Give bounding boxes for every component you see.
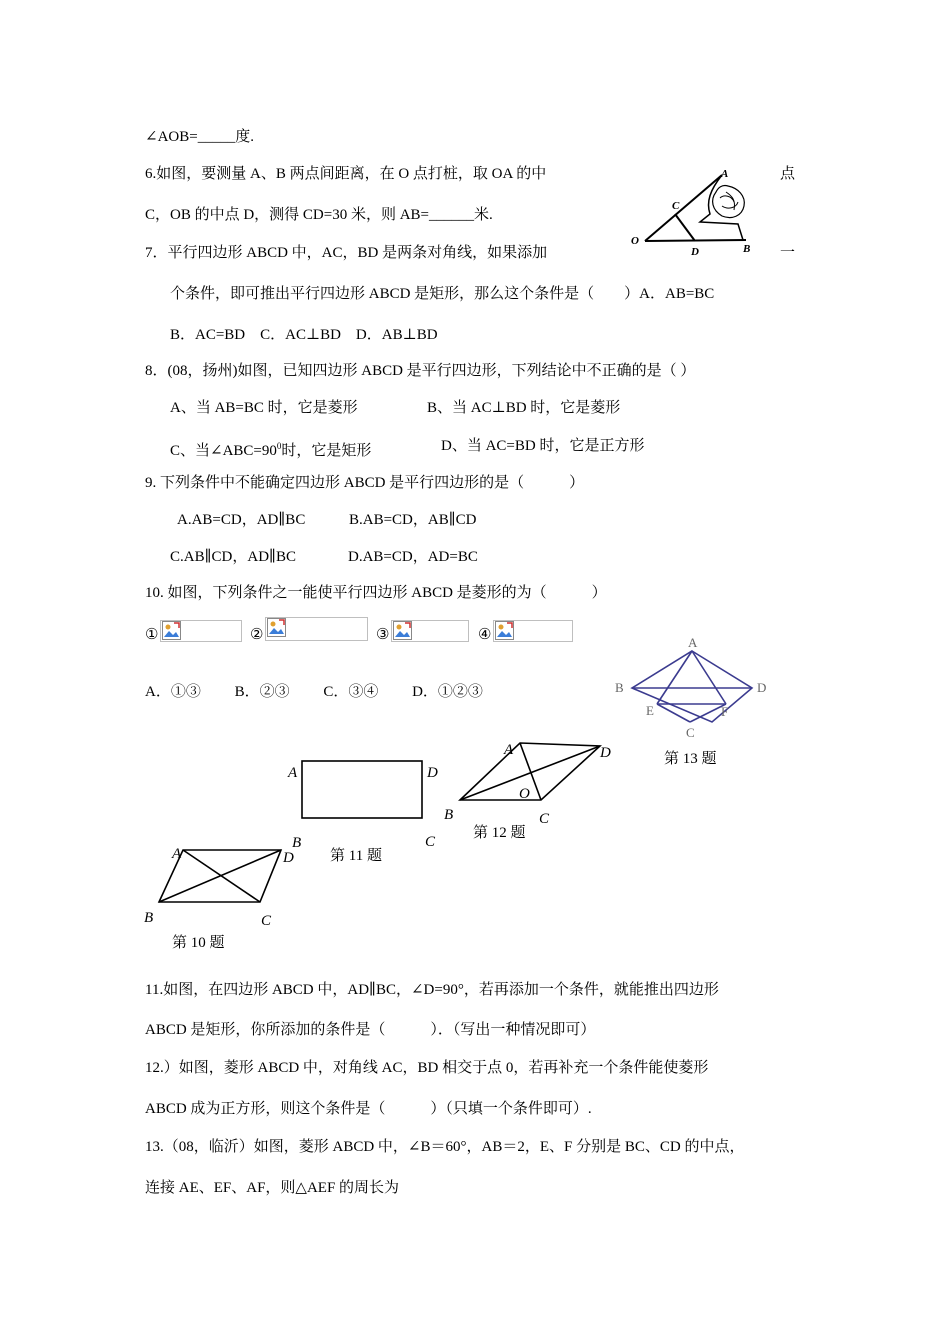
q10-choices: A．①③ B．②③ C．③④ D．①②③ — [145, 684, 483, 700]
fig11-label-D: D — [427, 765, 438, 781]
q10-marker-4: ④ — [478, 627, 492, 643]
fig11-label-B: B — [292, 835, 302, 851]
fig13-diagram — [610, 634, 775, 744]
fig11-caption: 第 11 题 — [330, 848, 382, 864]
q10-marker-2: ② — [250, 627, 264, 643]
q12-line1: 12.）如图，菱形 ABCD 中，对角线 AC，BD 相交于点 0，若再补充一个条件能使菱形 — [145, 1060, 709, 1076]
q12-line2: ABCD 成为正方形，则这个条件是（ ）（只填一个条件即可）. — [145, 1101, 592, 1117]
q6-label-C: C — [672, 200, 680, 212]
q6-label-O: O — [631, 235, 639, 247]
fig10-label-B: B — [144, 910, 154, 926]
broken-image-icon — [162, 621, 181, 640]
fig12-diagram — [440, 738, 620, 830]
fig13-label-F: F — [721, 704, 729, 719]
broken-image-icon — [267, 618, 286, 637]
fig11-label-C: C — [425, 834, 436, 850]
q8-stem: 8．(08，扬州)如图，已知四边形 ABCD 是平行四边形，下列结论中不正确的是（ ） — [145, 363, 696, 379]
q9-stem: 9. 下列条件中不能确定四边形 ABCD 是平行四边形的是（ ） — [145, 475, 585, 491]
fig12-label-C: C — [539, 811, 550, 827]
q6-figure — [628, 166, 758, 258]
q11-line2: ABCD 是矩形，你所添加的条件是（ ）．（写出一种情况即可） — [145, 1022, 596, 1038]
fig10-caption: 第 10 题 — [172, 935, 225, 951]
q10-condition-image-3 — [391, 620, 469, 642]
q9-option-a: A.AB=CD，AD∥BC — [177, 512, 306, 528]
fig12-label-B: B — [444, 807, 454, 823]
fig12-label-D: D — [600, 745, 611, 761]
fig10-label-D: D — [283, 850, 294, 866]
q10-marker-1: ① — [145, 627, 159, 643]
fig13-label-E: E — [646, 703, 654, 718]
fig13-caption: 第 13 题 — [664, 751, 717, 767]
q6-line1-end: 点 — [780, 166, 796, 182]
broken-image-icon — [495, 621, 514, 640]
fig10-label-C: C — [261, 913, 272, 929]
fig12-label-O: O — [519, 786, 530, 802]
q13-line2: 连接 AE、EF、AF，则△AEF 的周长为 — [145, 1180, 400, 1196]
fig11-diagram — [284, 756, 444, 852]
fig13-label-D: D — [757, 680, 767, 695]
q8-option-c-post: 时，它是矩形 — [281, 443, 372, 459]
q10-condition-image-2 — [265, 617, 368, 641]
q11-line1: 11.如图，在四边形 ABCD 中，AD∥BC，∠D=90°，若再添加一个条件，就能推出四边形 — [145, 982, 719, 998]
q8-option-a: A、当 AB=BC 时，它是菱形 — [170, 400, 358, 416]
fig12-label-A: A — [504, 742, 514, 758]
broken-image-icon — [393, 621, 412, 640]
q6-label-A: A — [721, 168, 729, 180]
q6-line2: C，OB 的中点 D，测得 CD=30 米，则 AB=______米. — [145, 207, 493, 223]
q6-label-D: D — [691, 246, 699, 258]
q5-tail: ∠AOB=_____度. — [145, 129, 254, 145]
fig11-label-A: A — [288, 765, 298, 781]
fig13-label-C: C — [686, 725, 695, 740]
q10-marker-3: ③ — [376, 627, 390, 643]
fig10-diagram — [140, 842, 310, 932]
q7-line1: 7．平行四边形 ABCD 中，AC，BD 是两条对角线，如果添加 — [145, 245, 548, 261]
q8-option-d: D、当 AC=BD 时，它是正方形 — [441, 438, 645, 454]
q6-line1: 6.如图，要测量 A、B 两点间距离，在 O 点打桩，取 OA 的中 — [145, 166, 547, 182]
q7-line3: B．AC=BD C．AC⊥BD D．AB⊥BD — [170, 327, 438, 343]
q10-condition-image-1 — [160, 620, 242, 642]
q8-option-b: B、当 AC⊥BD 时，它是菱形 — [427, 400, 621, 416]
q10-condition-image-4 — [493, 620, 573, 642]
q7-line2: 个条件，即可推出平行四边形 ABCD 是矩形，那么这个条件是（ ）A．AB=BC — [170, 286, 715, 302]
q8-option-c-sup: 0 — [276, 441, 282, 451]
q8-option-c-pre: C、当∠ABC=90 — [170, 443, 277, 459]
q9-option-c: C.AB∥CD，AD∥BC — [170, 549, 296, 565]
q7-line1-end: 一 — [780, 245, 796, 261]
q9-option-d: D.AB=CD，AD=BC — [348, 549, 478, 565]
fig12-caption: 第 12 题 — [473, 825, 526, 841]
fig13-label-B: B — [615, 680, 624, 695]
q10-stem: 10. 如图，下列条件之一能使平行四边形 ABCD 是菱形的为（ ） — [145, 585, 607, 601]
fig13-label-A: A — [688, 635, 698, 650]
q8-option-c — [170, 436, 371, 461]
fig10-label-A: A — [172, 846, 182, 862]
q9-option-b: B.AB=CD，AB∥CD — [349, 512, 477, 528]
q6-label-B: B — [743, 243, 751, 255]
q13-line1: 13.（08，临沂）如图，菱形 ABCD 中，∠B＝60°，AB＝2，E、F 分别是 BC、CD 的中点， — [145, 1139, 745, 1155]
